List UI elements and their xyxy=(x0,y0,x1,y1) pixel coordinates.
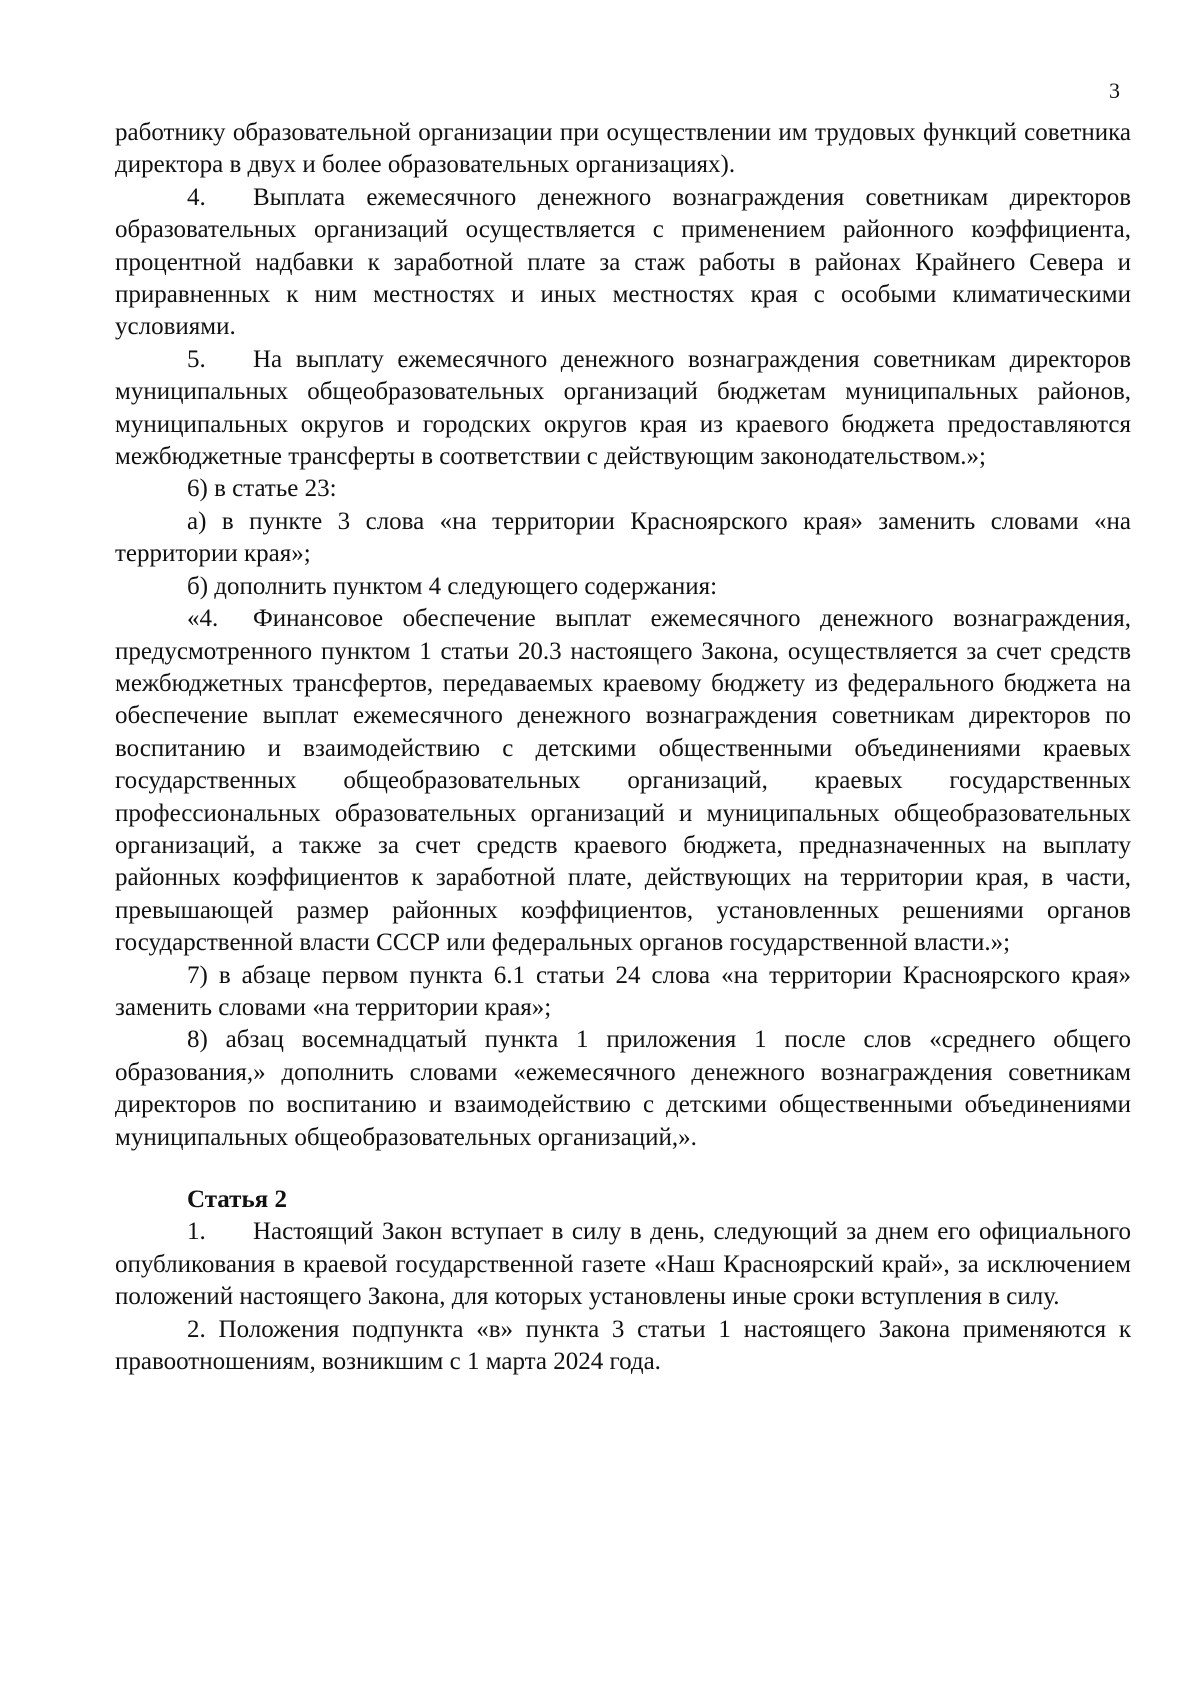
article-2-heading: Статья 2 xyxy=(187,1186,287,1213)
paragraph-text: Настоящий Закон вступает в силу в день, следующий за днем его официального опубликования в краевой государственной газете «Наш Красноярский край», за исключением положений настоящего Закона, для которых установлены иные сроки вступления в силу. xyxy=(115,1218,1131,1311)
article-2-item-2: 2. Положения подпункта «в» пункта 3 статьи 1 настоящего Закона применяются к правоотношениям, возникшим с 1 марта 2024 года. xyxy=(115,1315,1131,1376)
paragraph-subitem-a: а) в пункте 3 слова «на территории Красноярского края» заменить словами «на территории края»; xyxy=(115,507,1131,568)
item-number: «4. xyxy=(187,605,219,633)
page-number: 3 xyxy=(1109,78,1120,103)
paragraph-item-5 xyxy=(115,344,1131,474)
item-number: 5. xyxy=(187,345,206,373)
item-number: 4. xyxy=(187,183,206,211)
article-2-item-1 xyxy=(115,1216,1131,1313)
paragraph-text: Выплата ежемесячного денежного вознаграждения советникам директоров образовательных организаций осуществляется с применением районного коэффициента, процентной надбавки к заработной плате за стаж работы в районах Крайнего Севера и приравненных к ним местностях и иных местностях края с особыми климатическими условиями. xyxy=(115,183,1131,341)
paragraph-amendment-8: 8) абзац восемнадцатый пункта 1 приложения 1 после слов «среднего общего образования,» дополнить словами «ежемесячного денежного вознаграждения советникам директоров по воспитанию и взаимодействию с детскими общественными объединениями муниципальных общеобразовательных организаций,». xyxy=(115,1026,1131,1151)
paragraph-subitem-b: б) дополнить пунктом 4 следующего содержания: xyxy=(187,572,718,600)
paragraph-item-4 xyxy=(115,182,1131,344)
item-number: 1. xyxy=(187,1218,206,1246)
paragraph-text: На выплату ежемесячного денежного вознаграждения советникам директоров муниципальных общеобразовательных организаций бюджетам муниципальных районов, муниципальных округов и городских округов края из краевого бюджета предоставляются межбюджетные трансферты в соответствии с действующим законодательством.»; xyxy=(115,345,1131,471)
paragraph-continuation: работнику образовательной организации при осуществлении им трудовых функций советника директора в двух и более образовательных организациях). xyxy=(115,119,1131,179)
paragraph-text: Финансовое обеспечение выплат ежемесячного денежного вознаграждения, предусмотренного пунктом 1 статьи 20.3 настоящего Закона, осуществляется за счет средств межбюджетных трансфертов, передаваемых краевому бюджету из федерального бюджета на обеспечение выплат ежемесячного денежного вознаграждения советникам директоров по воспитанию и взаимодействию с детскими общественными объединениями краевых государственных общеобразовательных организаций, краевых государственных профессиональных образовательных организаций и муниципальных общеобразовательных организаций, а также за счет средств краевого бюджета, предназначенных на выплату районных коэффициентов к заработной плате, действующих на территории края, в части, превышающей размер районных коэффициентов, установленных решениями органов государственной власти СССР или федеральных органов государственной власти.»; xyxy=(115,605,1131,957)
paragraph-amendment-6: 6) в статье 23: xyxy=(187,475,337,503)
paragraph-amendment-7: 7) в абзаце первом пункта 6.1 статьи 24 слова «на территории Красноярского края» заменить словами «на территории края»; xyxy=(115,961,1131,1021)
paragraph-new-item-4 xyxy=(115,603,1131,959)
document-body xyxy=(115,117,1131,1378)
